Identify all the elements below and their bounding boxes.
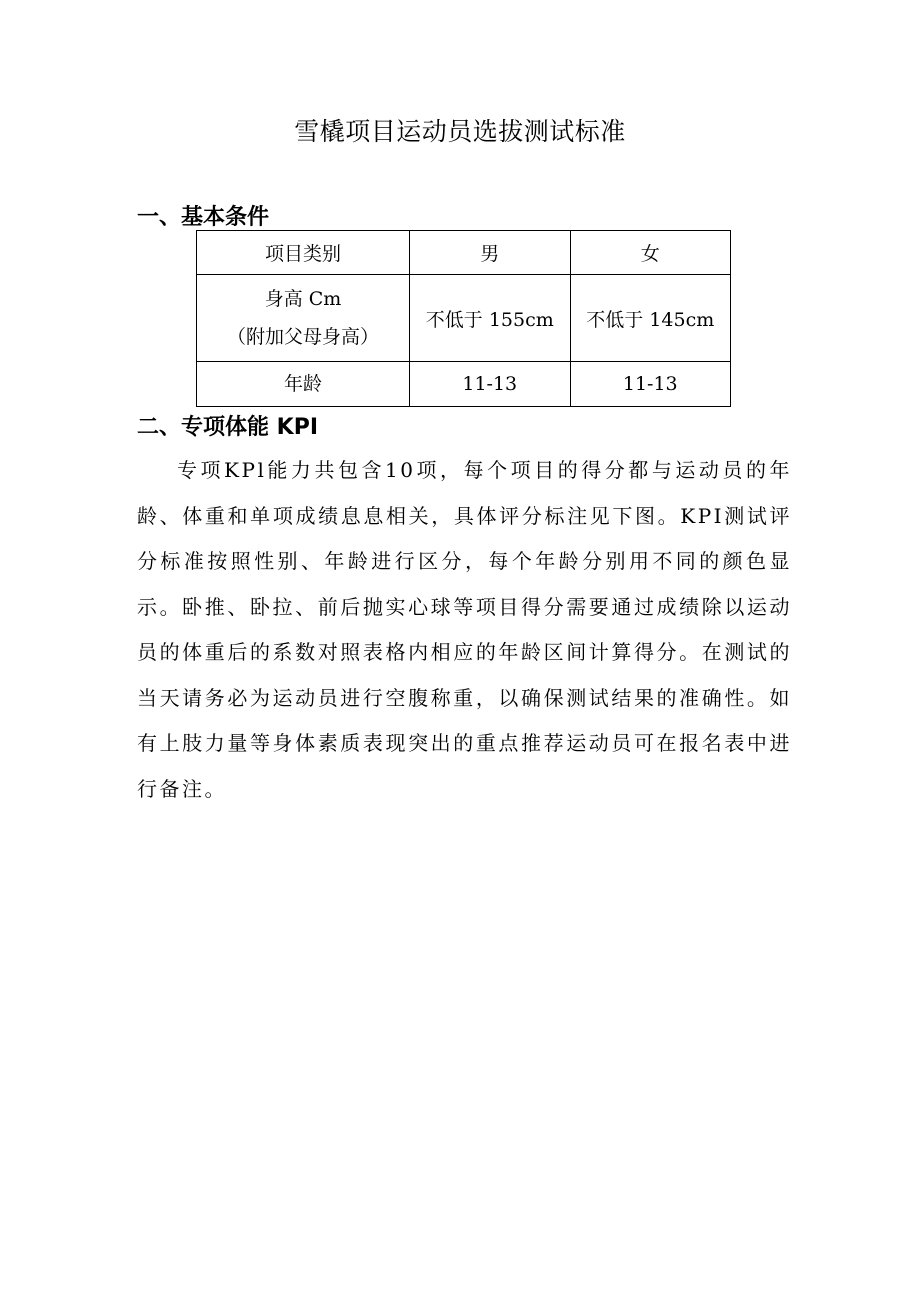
table-header-row	[197, 231, 731, 275]
height-label-line2: （附加父母身高）	[227, 326, 380, 348]
table-cell-age-label	[197, 362, 410, 407]
section-heading-kpi: 二、专项体能 KPI	[137, 415, 319, 440]
document-title: 雪橇项目运动员选拔测试标准	[294, 117, 626, 146]
basic-conditions-table	[196, 230, 731, 407]
table-row-height	[197, 275, 731, 362]
table-cell-height-male: 不低于 155cm	[410, 275, 570, 362]
table-cell-height-female: 不低于 145cm	[570, 275, 731, 362]
table-header-female: 女	[570, 231, 731, 275]
height-label-line1: 身高 Cm	[264, 288, 342, 310]
table-header-category: 项目类别	[197, 231, 410, 275]
age-female-value: 11-13	[622, 373, 678, 395]
age-label: 年龄	[284, 373, 323, 395]
table-cell-height-label	[197, 275, 410, 362]
table-cell-age-female	[570, 362, 731, 407]
kpi-description-paragraph: 专项KPl能力共包含10项，每个项目的得分都与运动员的年龄、体重和单项成绩息息相关，具体评分标注见下图。KPI测试评分标准按照性别、年龄进行区分，每个年龄分别用不同的颜色显示。卧推、卧拉、前后抛实心球等项目得分需要通过成绩除以运动员的体重后的系数对照表格内相应的年龄区间计算得分。在测试的当天请务必为运动员进行空腹称重，以确保测试结果的准确性。如有上肢力量等身体素质表现突出的重点推荐运动员可在报名表中进行备注。	[137, 458, 792, 801]
table-cell-age-male	[410, 362, 570, 407]
age-male-value: 11-13	[462, 373, 518, 395]
section-heading-basic-conditions: 一、基本条件	[137, 205, 270, 230]
table-row-age	[197, 362, 731, 407]
table-header-male: 男	[410, 231, 570, 275]
